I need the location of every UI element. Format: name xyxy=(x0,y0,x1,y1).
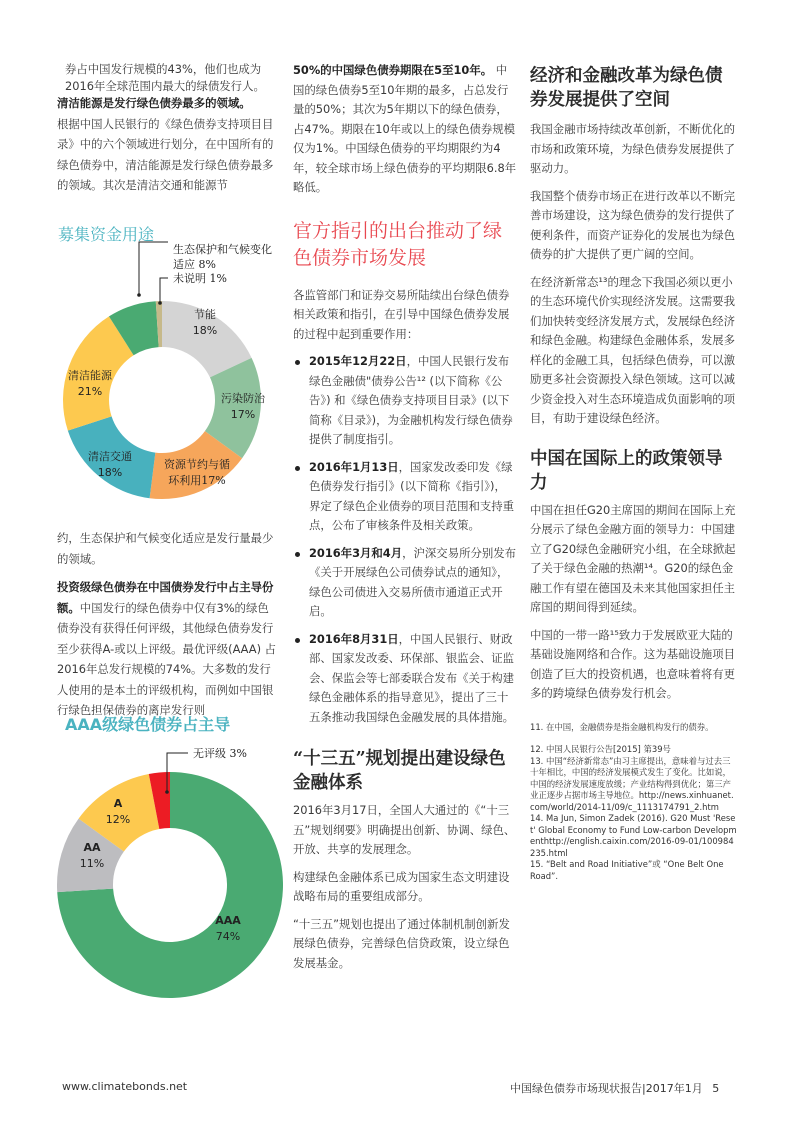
column-left-lower xyxy=(57,528,279,729)
label-pollution: 污染防治 17% xyxy=(221,392,265,421)
paragraph-intro-tail: 券占中国发行规模的43%，他们也成为 2016年全球范围内最大的绿债发行人。 xyxy=(65,62,265,93)
heading-13th-five-year-plan: “十三五”规划提出建设绿色金融体系 xyxy=(293,749,506,793)
label-energy-saving: 节能 18% xyxy=(192,308,218,337)
footnote-12: 12. 中国人民银行公告[2015] 第39号 xyxy=(530,744,671,754)
paragraph-new-normal: 在经济新常态¹³的理念下我国必须以更小的生态环境代价实现经济发展。这需要我们加快转变经济发展方式，发展绿色经济和绿色金融。构建绿色金融体系，发展多样化的金融工具，包括绿色债券，可以激励更多社会资源投入绿色领域。这可以减少资金投入对生态环境造成负面影响的项目，有助于建设绿色经济。 xyxy=(530,274,736,425)
paragraph-reform-2: 我国整个债券市场正在进行改革以不断完善市场建设，这为绿色债券的发行提供了便利条件，而资产证券化的发展也为绿色债券的扩大提供了更广阔的空间。 xyxy=(530,188,736,261)
label-a: A 12% xyxy=(105,797,131,826)
footnote-14: 14. Ma Jun, Simon Zadek (2016). G20 Must 'Reset' Global Economy to Fund Low-carbon Developmenthttp://english.caixin.com/2016-09-01/100984235.html xyxy=(530,813,737,858)
footnote-13: 13. 中国“经济新常态”由习主席提出，意味着与过去三十年相比，中国的经济发展模式发生了变化。比如说，中国的经济发展速度放缓；产业结构得到优化；第三产业正逐步占据市场主导地位。http://news.xinhuanet.com/world/2014-11/09/c_1113174791_2.htm xyxy=(530,755,734,812)
list-item: 2016年3月和4月，沪深交易所分别发布《关于开展绿色公司债券试点的通知》，绿色公司债进入交易所债市通道正式开启。 xyxy=(293,544,517,622)
paragraph-g20: 中国在担任G20主席国的期间在国际上充分展示了绿色金融方面的领导力：中国建立了G20绿色金融研究小组，在全球掀起了关于绿色金融的热潮¹⁴。G20的绿色金融工作有望在德国及未来其他国家担任主席国的期间得到延续。 xyxy=(530,502,736,614)
heading-official-guidance: 官方指引的出台推动了绿色债券市场发展 xyxy=(293,219,503,269)
paragraph-tenor: 50%的中国绿色债券期限在5至10年。 中国的绿色债券5至10年期的最多，占总发行量的50%；其次为5年期以下的绿色债券，占47%。期限在10年或以上的绿色债券规模仅为1%。中国绿色债券的平均期限约为4年，较全球市场上绿色债券的平均期限6.8年略低。 xyxy=(293,63,517,194)
callout-ecology: 生态保护和气候变化 适应 8% xyxy=(173,243,272,271)
callout-unspecified: 未说明 1% xyxy=(173,272,227,285)
label-aa: AA 11% xyxy=(79,841,105,870)
list-item: 2016年8月31日，中国人民银行、财政部、国家发改委、环保部、银监会、证监会、保监会等七部委联合发布《关于构建绿色金融体系的指导意见》，提出了三十五条推动我国绿色金融发展的具体措施。 xyxy=(293,630,517,728)
paragraph-investment-grade: 投资级绿色债券在中国债券发行中占主导份额。中国发行的绿色债券中仅有3%的绿色债券没有获得任何评级，其他绿色债券发行至少获得A-或以上评级。最优评级(AAA) 占2016年总发行规模的74%。大多数的发行人使用的是本土的评级机构，而例如中国银行绿色担保债券的离岸发行则 xyxy=(57,580,277,717)
footer-report-title: 中国绿色债券市场现状报告|2017年1月 5 xyxy=(510,1082,720,1095)
paragraph-green-finance-system: 构建绿色金融体系已成为国家生态文明建设战略布局的重要组成部分。 xyxy=(293,869,510,903)
label-aaa: AAA 74% xyxy=(215,914,241,943)
list-item: 2015年12月22日，中国人民银行发布绿色金融债"债券公告¹² (以下简称《公告》) 和《绿色债券支持项目目录》(以下简称《目录》)，为金融机构发行绿色债券提供了制度指引。 xyxy=(293,352,517,450)
policy-timeline-list xyxy=(293,352,517,727)
footnote-11: 11. 在中国，金融债券是指金融机构发行的债券。 xyxy=(530,721,714,732)
page-number: 5 xyxy=(712,1082,720,1095)
heading-international-leadership: 中国在国际上的政策领导力 xyxy=(530,448,723,493)
footnotes xyxy=(530,722,738,883)
paragraph-belt-road: 中国的一带一路¹⁵致力于发展欧亚大陆的基础设施网络和合作。这为基础设施项目创造了巨大的投资机遇，也意味着将有更多的跨境绿色债券发行机会。 xyxy=(530,627,736,700)
paragraph-reform-1: 我国金融市场持续改革创新，不断优化的市场和政策环境，为绿色债券发展提供了驱动力。 xyxy=(530,122,736,175)
label-transport: 清洁交通 18% xyxy=(88,450,132,479)
column-middle xyxy=(293,61,517,981)
list-item: 2016年1月13日，国家发改委印发《绿色债券发行指引》(以下简称《指引》)，界定了绿色企业债券的项目范围和支持重点，公布了审核条件及相关政策。 xyxy=(293,458,517,536)
chart1-title: 募集资金用途 xyxy=(58,225,155,244)
label-resource: 资源节约与循 环利用17% xyxy=(164,458,230,487)
footnote-15: 15. “Belt and Road Initiative”或 “One Belt One Road”. xyxy=(530,859,724,881)
column-right xyxy=(530,64,738,882)
heading-reform: 经济和金融改革为绿色债券发展提供了空间 xyxy=(530,66,723,110)
paragraph-plan-outline: 2016年3月17日，全国人大通过的《“十三五”规划纲要》明确提出创新、协调、绿色、开放、共享的发展理念。 xyxy=(293,803,516,856)
callout-unrated: 无评级 3% xyxy=(193,747,247,760)
label-clean-energy: 清洁能源 21% xyxy=(68,369,112,398)
paragraph-clean-energy: 清洁能源是发行绿色债券最多的领域。 根据中国人民银行的《绿色债券支持项目目录》中的六个领域进行划分，在中国所有的绿色债券中，清洁能源是发行绿色债券最多的领域。其次是清洁交通和能源节 xyxy=(57,96,274,192)
paragraph-regulators: 各监管部门和证券交易所陆续出台绿色债券相关政策和指引，在引导中国绿色债券发展的过程中起到重要作用： xyxy=(293,287,510,341)
paragraph-least-sector: 约，生态保护和气候变化适应是发行量最少的领域。 xyxy=(57,531,274,566)
footer-website[interactable]: www.climatebonds.net xyxy=(62,1080,188,1093)
chart2-title: AAA级绿色债券占主导 xyxy=(65,715,231,734)
paragraph-plan-bonds: “十三五”规划也提出了通过体制机制创新发展绿色债券，完善绿色信贷政策，设立绿色发展基金。 xyxy=(293,916,510,970)
